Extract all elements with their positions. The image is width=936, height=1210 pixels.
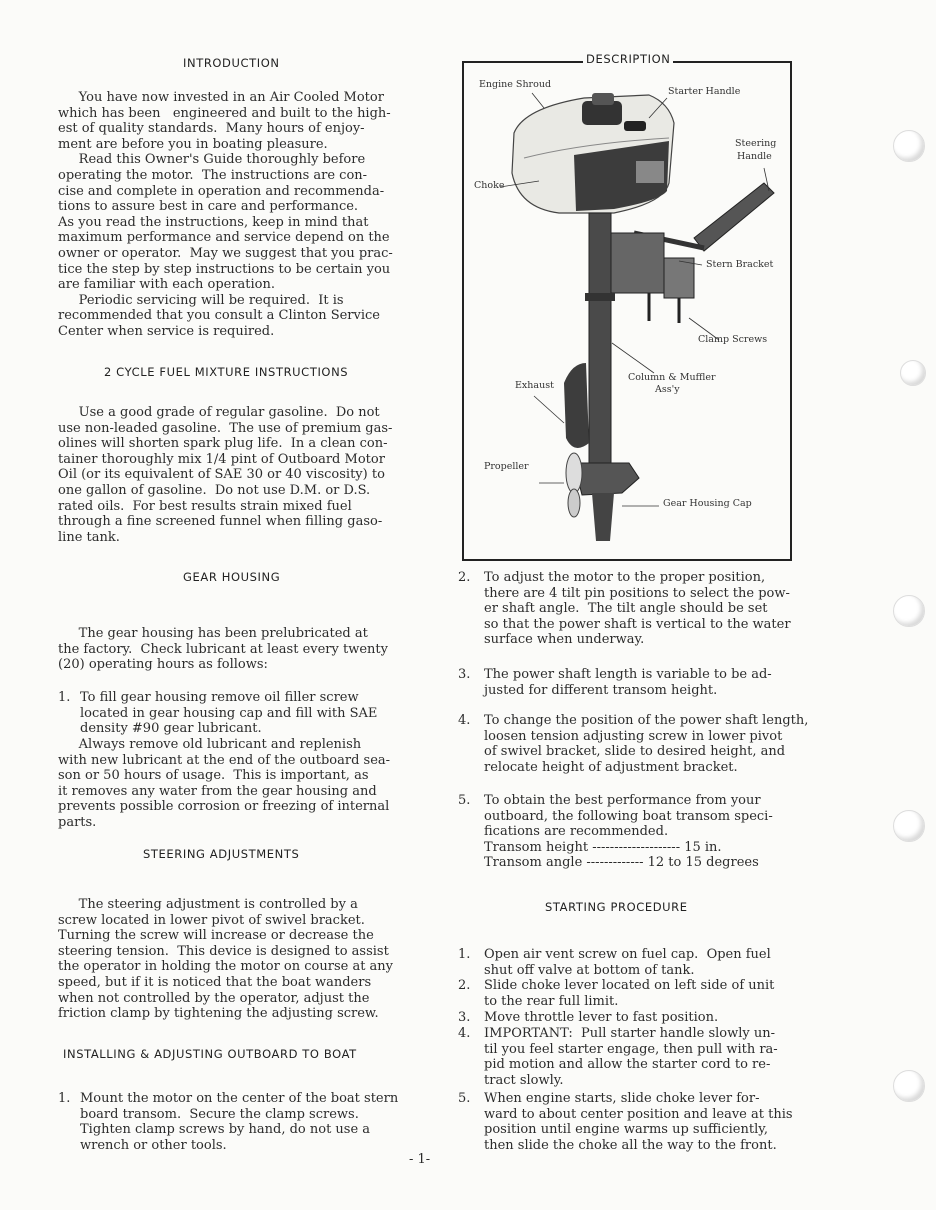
installing-item-2-text: To adjust the motor to the proper position, there are 4 tilt pin positions to select the pow- er shaft angle. The tilt angle should be set so that the power shaft is vertical to the water surface when underway. [484,570,791,648]
label-choke: Choke [474,180,505,191]
punch-hole [893,130,925,162]
gear-housing-text: The gear housing has been prelubricated at the factory. Check lubricant at least every twenty (20) operating hours as follows: [58,626,388,673]
introduction-heading: INTRODUCTION [183,56,280,70]
installing-item-2-number: 2. [458,570,471,585]
label-steering-handle-1: Steering [735,138,777,149]
gear-housing-text-2: Always remove old lubricant and replenish with new lubricant at the end of the outboard sea- son or 50 hours of usage. This is important, as it removes any water from the gear housing and prevents possible corrosion or freezing of internal parts. [58,737,391,830]
fuel-mixture-text: Use a good grade of regular gasoline. Do not use non-leaded gasoline. The use of premium gas- olines will shorten spark plug life. In a clean con- tainer thoroughly mix 1/4 pint of Outboard Motor Oil (or its equivalent of SAE 30 or 40 viscosity) to one gallon of gasoline. Do not use D.M. or D.S. rated oils. For best results strain mixed fuel through a fine screened funnel when filling gaso- line tank. [58,405,393,545]
starting-item-2-text: Slide choke lever located on left side of unit to the rear full limit. [484,978,775,1009]
gear-item-1-text: To fill gear housing remove oil filler screw located in gear housing cap and fill with SAE density #90 gear lubricant. [80,690,378,737]
starting-item-1-text: Open air vent screw on fuel cap. Open fuel shut off valve at bottom of tank. [484,947,771,978]
starting-item-4-number: 4. [458,1026,471,1041]
label-propeller: Propeller [484,461,529,472]
installing-item-5-text: To obtain the best performance from your outboard, the following boat transom speci- fications are recommended. Transom height -------------------- 15 in. Transom angle ------------- 12 to 15 degrees [484,793,773,871]
starting-item-5-text: When engine starts, slide choke lever for- ward to about center position and leave at this position until engine warms up sufficiently, then slide the choke all the way to the front. [484,1091,793,1153]
description-figure [462,61,792,561]
installing-item-4-number: 4. [458,713,471,728]
label-steering-handle-2: Handle [737,151,772,162]
label-clamp-screws: Clamp Screws [698,334,768,345]
installing-item-1-text: Mount the motor on the center of the boat stern board transom. Secure the clamp screws. Tighten clamp screws by hand, do not use a wrench or other tools. [80,1091,399,1153]
label-column-muffler-2: Ass'y [655,384,680,395]
description-heading: DESCRIPTION [583,52,673,66]
installing-item-5-number: 5. [458,793,471,808]
steering-text: The steering adjustment is controlled by a screw located in lower pivot of swivel bracket. Turning the screw will increase or decrease the steering tension. This device is designed to assist the operator in holding the motor on course at any speed, but if it is noticed that the boat wanders when not controlled by the operator, adjust the friction clamp by tightening the adjusting screw. [58,897,394,1022]
starting-heading: STARTING PROCEDURE [545,900,688,914]
starting-item-3-text: Move throttle lever to fast position. [484,1010,719,1025]
starting-item-2-number: 2. [458,978,471,993]
label-stern-bracket: Stern Bracket [706,259,774,270]
gear-housing-heading: GEAR HOUSING [183,570,281,584]
installing-heading: INSTALLING & ADJUSTING OUTBOARD TO BOAT [63,1047,357,1061]
starting-item-3-number: 3. [458,1010,471,1025]
punch-hole [893,595,925,627]
label-exhaust: Exhaust [515,380,554,391]
fuel-mixture-heading: 2 CYCLE FUEL MIXTURE INSTRUCTIONS [104,365,349,379]
starting-item-1-number: 1. [458,947,471,962]
label-column-muffler: Column & Muffler [628,372,716,383]
punch-hole [900,360,926,386]
page-number: - 1- [409,1152,431,1167]
introduction-text: You have now invested in an Air Cooled Motor which has been engineered and built to the high- est of quality standards. Many hours of enjoy- ment are before you in boating pleasure. Read this Owner's Guide thoroughly before operating the motor. The instructions are con- cise and complete in operation and recommenda- tions to assure best in care and performance. As you read the instructions, keep in mind that maximum performance and service depend on the owner or operator. May we suggest that you prac- tice the step by step instructions to be certain you are familiar with each operation. Periodic servicing will be required. It is recommended that you consult a Clinton Service Center when service is required. [58,90,393,339]
installing-item-1-number: 1. [58,1091,71,1106]
installing-item-3-number: 3. [458,667,471,682]
steering-heading: STEERING ADJUSTMENTS [143,847,300,861]
installing-item-4-text: To change the position of the power shaft length, loosen tension adjusting screw in lower pivot of swivel bracket, slide to desired height, and relocate height of adjustment bracket. [484,713,809,775]
installing-item-3-text: The power shaft length is variable to be ad- justed for different transom height. [484,667,772,698]
label-starter-handle: Starter Handle [668,86,741,97]
starting-item-5-number: 5. [458,1091,471,1106]
punch-hole [893,810,925,842]
label-gear-housing-cap: Gear Housing Cap [663,498,752,509]
label-engine-shroud: Engine Shroud [479,79,552,90]
punch-hole [893,1070,925,1102]
gear-item-1-number: 1. [58,690,71,705]
starting-item-4-text: IMPORTANT: Pull starter handle slowly un- til you feel starter engage, then pull with ra- pid motion and allow the starter cord to re- tract slowly. [484,1026,778,1088]
